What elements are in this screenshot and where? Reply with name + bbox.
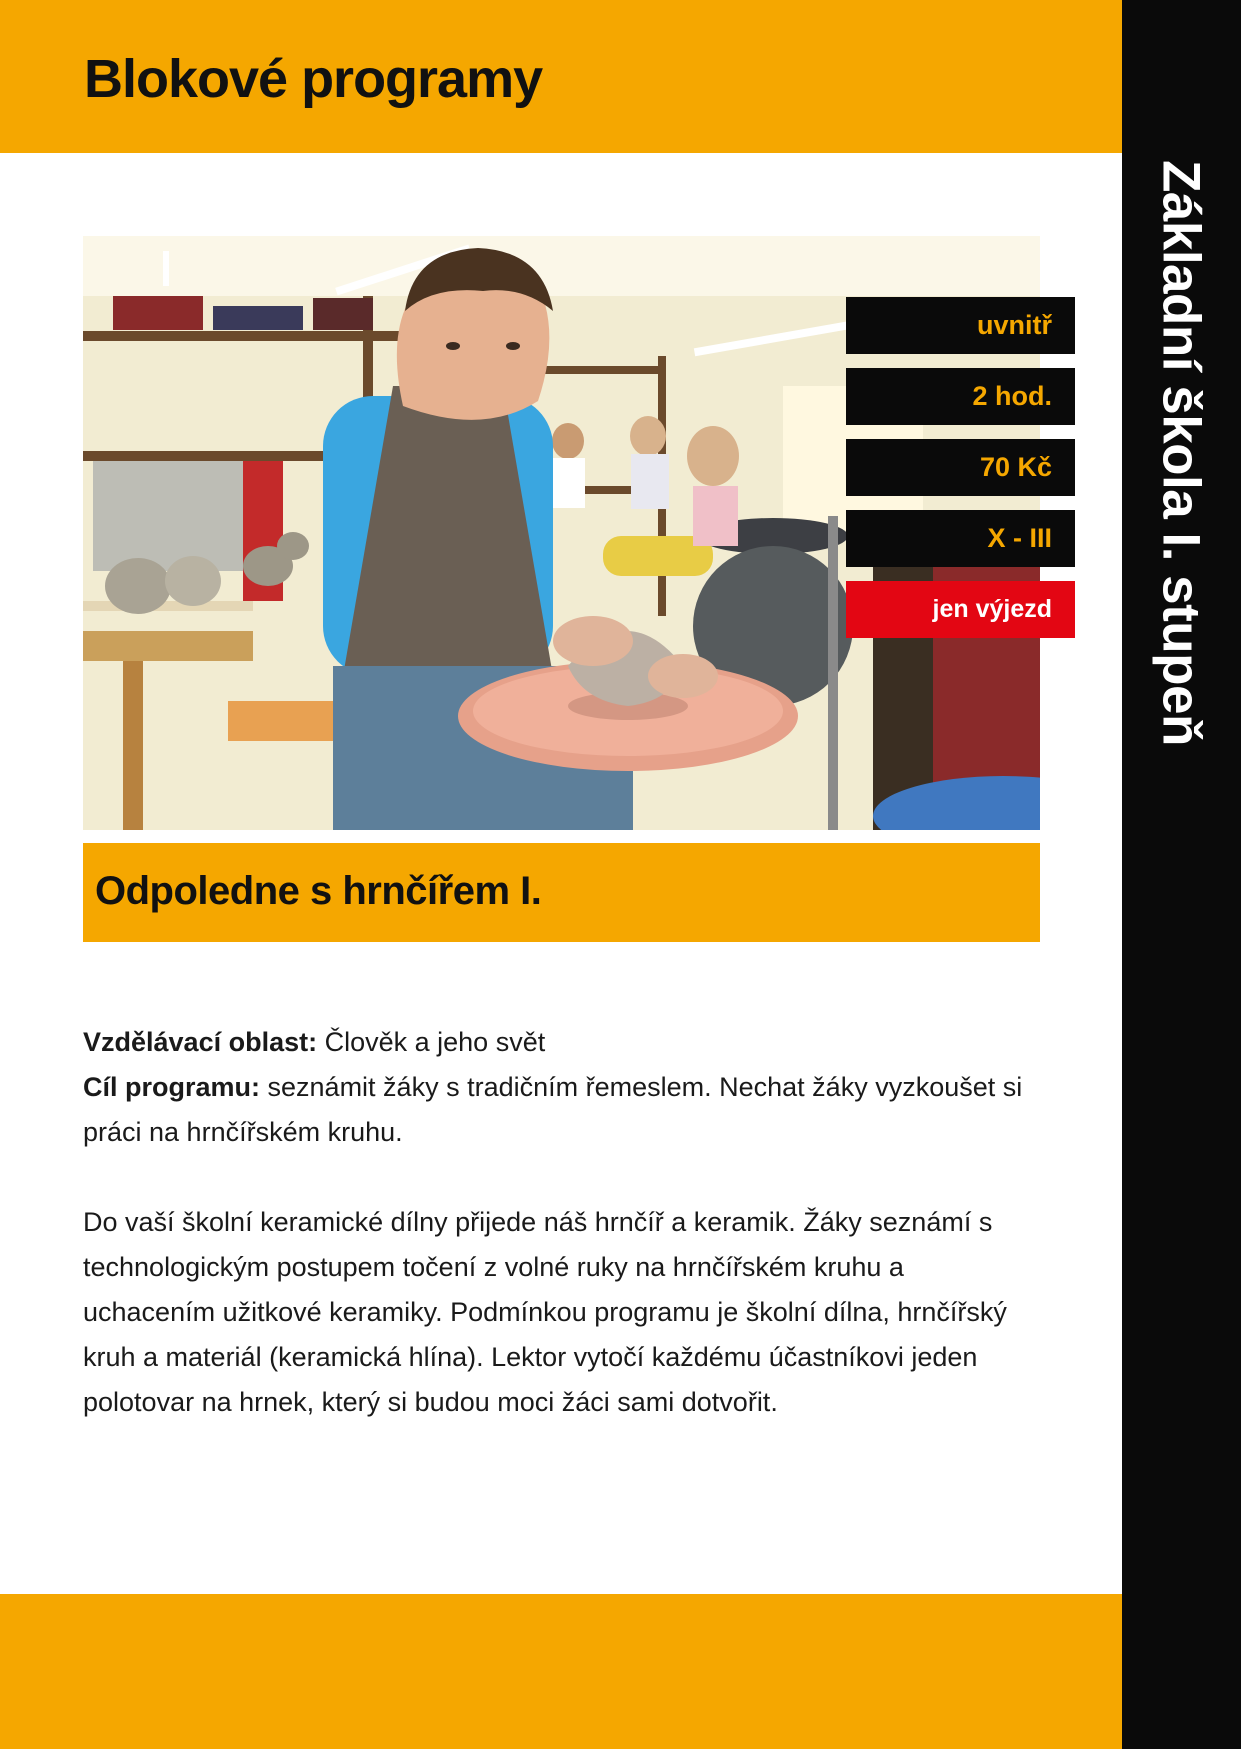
page-title: Blokové programy [84, 49, 543, 109]
program-title-band [83, 843, 1040, 942]
description-paragraph: Do vaší školní keramické dílny přijede náš hrnčíř a keramik. Žáky seznámí s technologickým postupem točení z volné ruky na hrnčířském kruhu a uchacením užitkové keramiky. Podmínkou programu je školní dílna, hrnčířský kruh a materiál (keramická hlína). Lektor vytočí každému účastníkovi jeden polotovar na hrnek, který si budou moci žáci sami dotvořit. [83, 1207, 1007, 1417]
education-area-label: Vzdělávací oblast: [83, 1027, 318, 1057]
price-badge: 70 Kč [846, 439, 1075, 496]
program-title: Odpoledne s hrnčířem I. [95, 869, 542, 913]
header-band [0, 0, 1122, 153]
education-area-value: Člověk a jeho svět [317, 1027, 546, 1057]
program-goal-value: seznámit žáky s tradičním řemeslem. Nechat žáky vyzkoušet si práci na hrnčířském kruhu. [83, 1072, 1023, 1147]
location-badge: uvnitř [846, 297, 1075, 354]
footer-band [0, 1594, 1122, 1749]
education-area-line [83, 1020, 1043, 1065]
program-description [83, 1020, 1043, 1425]
program-goal-line [83, 1065, 1043, 1155]
outreach-badge: jen výjezd [846, 581, 1075, 638]
program-goal-label: Cíl programu: [83, 1072, 261, 1102]
months-badge: X - III [846, 510, 1075, 567]
side-bar-title: Základní škola I. stupeň [1151, 160, 1211, 746]
duration-badge: 2 hod. [846, 368, 1075, 425]
